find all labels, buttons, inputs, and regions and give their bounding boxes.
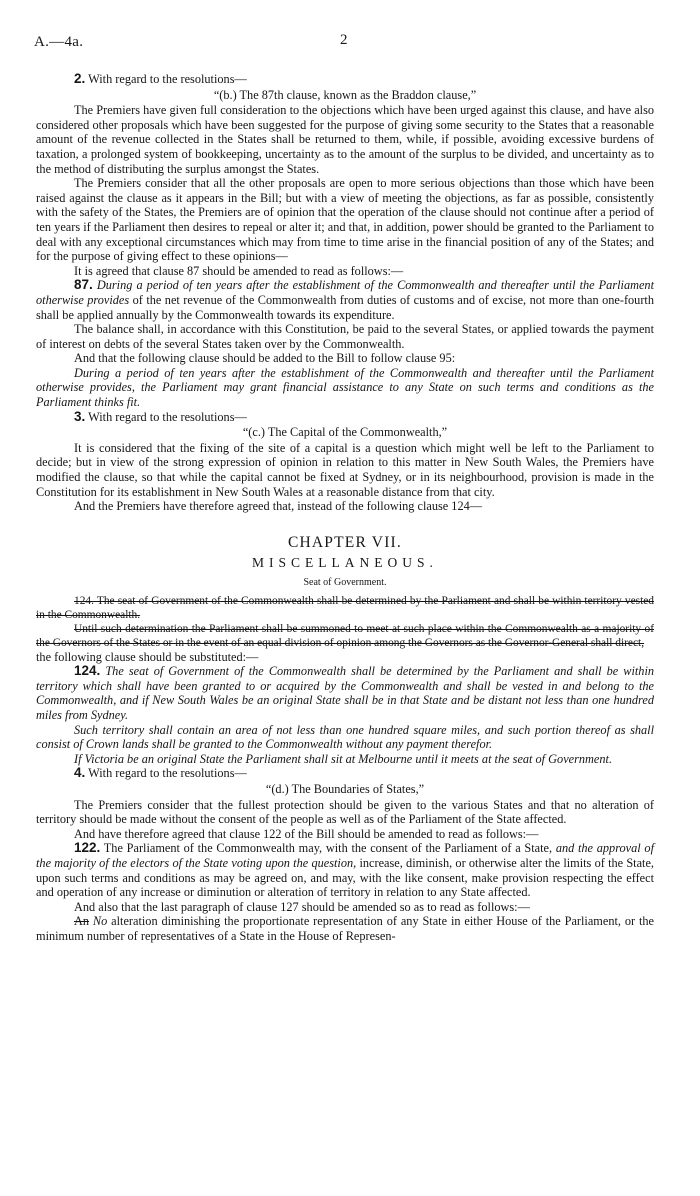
page-number: 2	[340, 32, 348, 48]
section-2-lead	[36, 72, 654, 87]
clause-text: of the net revenue of the Commonwealth from duties of customs and of excise, not more than one-fourth shall be applied annually by the Commonwealth towards its expenditure.	[36, 292, 654, 322]
paragraph: The Premiers consider that all the other proposals are open to more serious objections than those which have been raised against the clause as it appears in the Bill; but with a view of meeting the objections, as far as possible, consistently with the safety of the States, the Premiers are of opinion that the operation of the clause should not continue after a period of ten years if the Parliament then desires to repeal or alter it; and that, in addition, power should be granted to the Parliament to deal with any exceptional circumstances which may from time to time arise in the financial position of any of the States; and for the purpose of giving effect to these opinions—	[36, 176, 654, 264]
struck-word: An	[74, 914, 90, 929]
document-reference: A.—4a.	[34, 34, 84, 50]
clause-127-paragraph	[36, 914, 654, 943]
lead-text: With regard to the resolutions—	[88, 409, 247, 424]
resolution-b: “(b.) The 87th clause, known as the Braddon clause,”	[213, 87, 477, 102]
inserted-text: If Victoria be an original State the Parliament shall sit at Melbourne until it meets at the seat of Government.	[74, 751, 613, 766]
paragraph: And have therefore agreed that clause 122 of the Bill should be amended to read as follows:—	[74, 826, 539, 841]
lead-text: With regard to the resolutions—	[88, 766, 247, 781]
paragraph: And that the following clause should be added to the Bill to follow clause 95:	[74, 351, 456, 366]
clause-number: 122.	[74, 840, 101, 856]
section-heading: Seat of Government.	[303, 577, 387, 588]
inserted-text: Such territory shall contain an area of not less than one hundred square miles, and such portion thereof as shall consist of Crown lands shall be granted to the Commonwealth without any payment therefor.	[36, 722, 654, 752]
lead-text: With regard to the resolutions—	[88, 72, 247, 86]
document-body	[36, 72, 654, 943]
clause-text: increase, diminish, or otherwise alter the limits of the State, upon such terms and conditions as may be agreed on, and may, with the like consent, make provision respecting the effect and operation of any increase or diminution or alteration of territory in relation to any State affected.	[36, 855, 655, 900]
clause-124	[36, 664, 654, 722]
paragraph: The Premiers consider that the fullest protection should be given to the various States and that no alteration of territory should be made without the consent of the people as well as of the Parliament of the State affected.	[36, 797, 654, 827]
section-3-lead	[36, 410, 654, 425]
clause-text: The Parliament of the Commonwealth may, with the consent of the Parliament of a State,	[103, 841, 553, 856]
inserted-text: and the approval of the majority of the electors of the State voting upon the question,	[36, 841, 654, 870]
inserted-clause	[36, 366, 654, 410]
inserted-clause	[36, 752, 654, 767]
chapter-subtitle: MISCELLANEOUS.	[252, 555, 438, 571]
clause-number: 124.	[74, 663, 101, 679]
clause-text: alteration diminishing the proportionate representation of any State in either House of the Parliament, or the minimum number of representatives of a State in the House of Represen-	[36, 914, 654, 943]
paragraph: It is considered that the fixing of the site of a capital is a question which might well be left to the Parliament to decide; but in view of the strong expression of opinion in relation to this matter in New South Wales, the Premiers have modified the clause, so that while the capital cannot be fixed at Sydney, or in its neighbourhood, provision is made in the Constitution for its establishment in New South Wales at a reasonable distance from that city.	[36, 440, 654, 499]
paragraph: The balance shall, in accordance with this Constitution, be paid to the several States, or applied towards the payment of interest on debts of the several States taken over by the Commonwealth.	[36, 322, 654, 351]
paragraph: It is agreed that clause 87 should be amended to read as follows:—	[74, 263, 404, 278]
paragraph: the following clause should be substituted:—	[36, 649, 259, 664]
inserted-word: No	[92, 914, 108, 929]
section-number: 3.	[74, 408, 86, 424]
chapter-title: CHAPTER VII.	[287, 533, 402, 551]
struck-clause: 124. The seat of Government of the Commonwealth shall be determined by the Parliament and shall be within territory vested in the Commonwealth.	[36, 594, 654, 621]
inserted-text: During a period of ten years after the establishment of the Commonwealth and thereafter until the Parliament otherwise provides, the Parliament may grant financial assistance to any State on such terms and conditions as the Parliament thinks fit.	[36, 365, 654, 410]
section-4-lead	[36, 766, 654, 781]
clause-122	[36, 841, 654, 899]
resolution-c: “(c.) The Capital of the Commonwealth,”	[242, 425, 448, 440]
inserted-text: During a period of ten years after the establishment of the Commonwealth and thereafter until the Parliament otherwise provides	[36, 278, 655, 307]
section-number: 4.	[74, 765, 86, 781]
section-number: 2.	[74, 71, 86, 86]
clause-87	[36, 278, 654, 322]
clause-number: 87.	[74, 277, 93, 293]
struck-clause: Until such determination the Parliament shall be summoned to meet at such place within the Commonwealth as a majority of the Governors of the States or in the event of an equal division of opinion among the Governors as the Governor-General shall direct,	[36, 622, 654, 649]
inserted-text: The seat of Government of the Commonwealth shall be determined by the Parliament and shall be within territory which shall have been granted to or acquired by the Commonwealth and shall be vested in and belong to the Commonwealth, and if New South Wales be an original State shall be in that State and be distant not less than one hundred miles from Sydney.	[36, 664, 655, 722]
inserted-clause	[36, 723, 654, 752]
paragraph: The Premiers have given full consideration to the objections which have been urged against this clause, and have also considered other proposals which have been suggested for the purpose of giving some security to the States that a reasonable amount of the revenue collected in the States shall be returned to them, while, if possible, avoiding excessive burdens of taxation, a prolonged system of bookkeeping, uncertainty as to the amount of the surplus to be divided, and uncertainty as to the method of distributing the surplus amongst the States.	[36, 103, 654, 176]
paragraph: And also that the last paragraph of clause 127 should be amended so as to read as follows:—	[74, 899, 530, 914]
paragraph: And the Premiers have therefore agreed that, instead of the following clause 124—	[74, 499, 483, 514]
resolution-d: “(d.) The Boundaries of States,”	[265, 781, 425, 796]
